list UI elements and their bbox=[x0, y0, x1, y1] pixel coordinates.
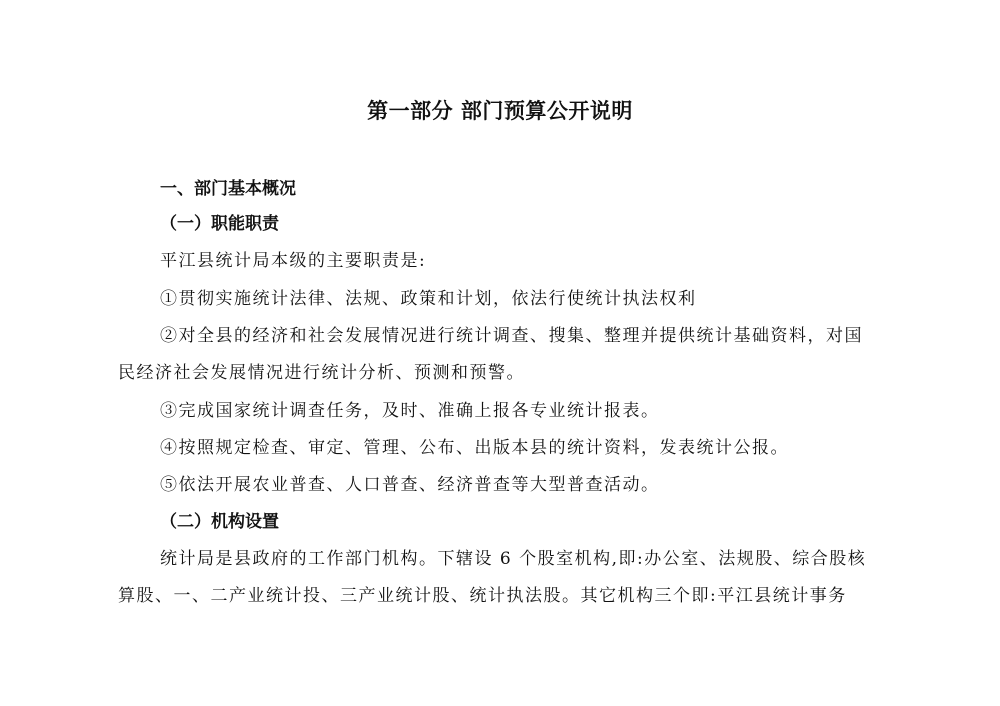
paragraph-organization: 统计局是县政府的工作部门机构。下辖设 6 个股室机构,即:办公室、法规股、综合股核 bbox=[160, 549, 867, 569]
paragraph-organization-continued: 算股、一、二产业统计投、三产业统计股、统计执法股。其它机构三个即:平江县统计事务 bbox=[118, 586, 847, 606]
paragraph-duties-intro: 平江县统计局本级的主要职责是: bbox=[160, 251, 427, 271]
list-item-duty-4: ④按照规定检查、审定、管理、公布、出版本县的统计资料，发表统计公报。 bbox=[160, 438, 789, 458]
page-title: 第一部分 部门预算公开说明 bbox=[367, 99, 633, 123]
subsection-heading-organization: （二）机构设置 bbox=[160, 512, 279, 532]
list-item-duty-1: ①贯彻实施统计法律、法规、政策和计划，依法行使统计执法权利 bbox=[160, 289, 697, 309]
list-item-duty-2: ②对全县的经济和社会发展情况进行统计调查、搜集、整理并提供统计基础资料，对国 bbox=[160, 326, 863, 346]
section-heading-overview: 一、部门基本概况 bbox=[160, 179, 296, 199]
list-item-duty-5: ⑤依法开展农业普查、人口普查、经济普查等大型普查活动。 bbox=[160, 475, 660, 495]
subsection-heading-duties: （一）职能职责 bbox=[160, 214, 279, 234]
list-item-duty-3: ③完成国家统计调查任务，及时、准确上报各专业统计报表。 bbox=[160, 401, 660, 421]
list-item-duty-2-continued: 民经济社会发展情况进行统计分析、预测和预警。 bbox=[118, 363, 525, 383]
